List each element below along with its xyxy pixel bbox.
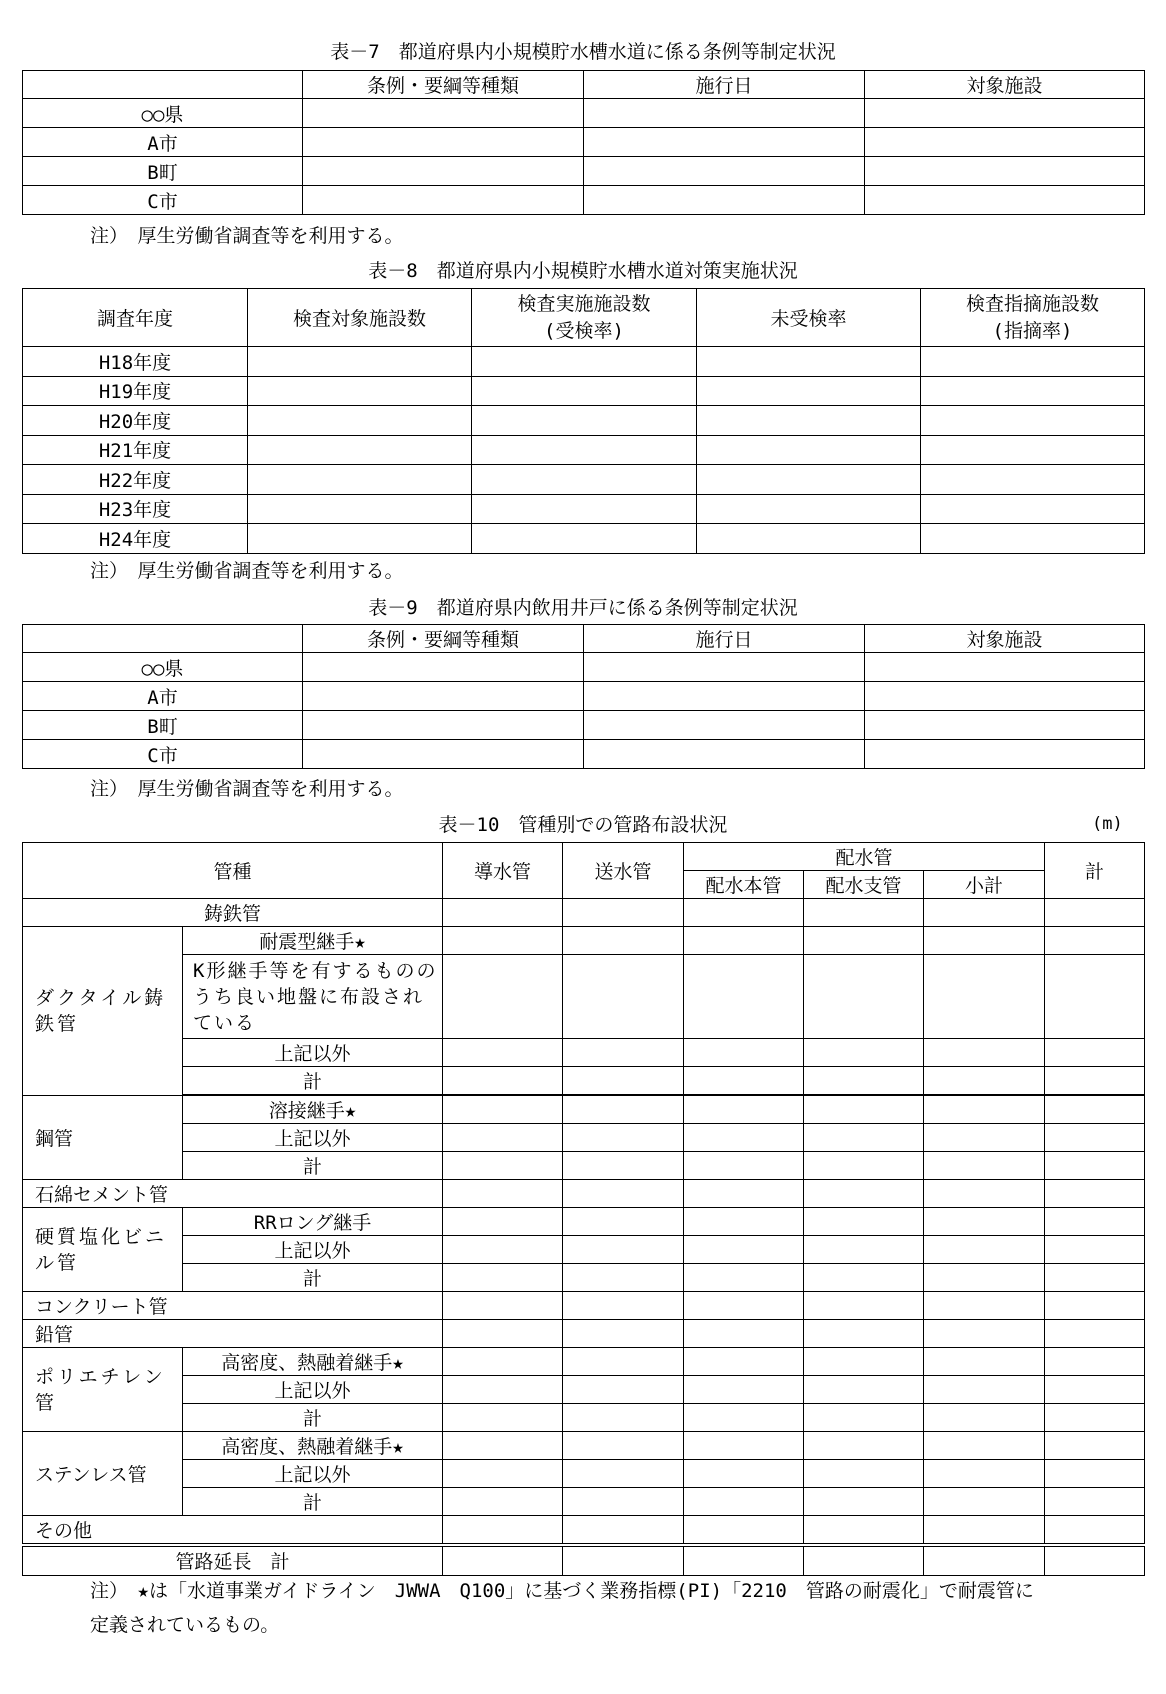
row-label-steel-total: 計 bbox=[183, 1152, 443, 1180]
table9-note: 注） 厚生労働省調査等を利用する。 bbox=[90, 778, 404, 800]
table-row bbox=[23, 1320, 1145, 1348]
row-label: ○○県 bbox=[23, 653, 303, 682]
row-label: C市 bbox=[23, 740, 303, 769]
table7-header-type: 条例・要綱等種類 bbox=[303, 71, 584, 99]
table7-header-facility: 対象施設 bbox=[865, 71, 1145, 99]
table10-header-total: 計 bbox=[1045, 843, 1145, 899]
table10-header-dist-branch: 配水支管 bbox=[804, 871, 924, 899]
table-row bbox=[23, 1292, 1145, 1320]
table-row bbox=[23, 1264, 1145, 1292]
table-row bbox=[23, 1180, 1145, 1208]
table-row bbox=[23, 347, 1145, 377]
table10-header-type: 管種 bbox=[23, 843, 443, 899]
table10 bbox=[22, 842, 1145, 1576]
row-label-asbestos: 石綿セメント管 bbox=[23, 1180, 443, 1208]
table-row bbox=[23, 1348, 1145, 1376]
row-label-ductile-total: 計 bbox=[183, 1067, 443, 1095]
row-label-concrete: コンクリート管 bbox=[23, 1292, 443, 1320]
table-row bbox=[23, 653, 1145, 682]
table8-title: 表－8 都道府県内小規模貯水槽水道対策実施状況 bbox=[368, 260, 798, 282]
table9-header-facility: 対象施設 bbox=[865, 625, 1145, 653]
table-row bbox=[23, 186, 1145, 215]
row-label-ductile-k: K形継手等を有するもののうち良い地盤に布設されている bbox=[183, 955, 443, 1039]
table9-header-type: 条例・要綱等種類 bbox=[303, 625, 584, 653]
table-row bbox=[23, 927, 1145, 955]
row-label: B町 bbox=[23, 157, 303, 186]
table-row bbox=[23, 157, 1145, 186]
table-row bbox=[23, 711, 1145, 740]
table-row bbox=[23, 1152, 1145, 1180]
table-row bbox=[23, 1039, 1145, 1067]
table-row bbox=[23, 1376, 1145, 1404]
table8-header-inspected: 検査実施施設数 (受検率) bbox=[472, 289, 697, 347]
row-label-pvc-total: 計 bbox=[183, 1264, 443, 1292]
table-row bbox=[23, 1404, 1145, 1432]
table-row bbox=[23, 406, 1145, 436]
row-label-others: その他 bbox=[23, 1516, 443, 1546]
row-label-steel-other: 上記以外 bbox=[183, 1124, 443, 1152]
table10-title: 表－10 管種別での管路布設状況 bbox=[438, 814, 728, 836]
table10-header-distribution: 配水管 bbox=[684, 843, 1045, 871]
row-label-lead: 鉛管 bbox=[23, 1320, 443, 1348]
table-row bbox=[23, 1067, 1145, 1095]
row-label-ductile-other: 上記以外 bbox=[183, 1039, 443, 1067]
row-label-pe-total: 計 bbox=[183, 1404, 443, 1432]
table-row bbox=[23, 99, 1145, 128]
table8-header-year: 調査年度 bbox=[23, 289, 248, 347]
row-group-ductile: ダクタイル鋳鉄管 bbox=[23, 927, 183, 1096]
table-row bbox=[23, 955, 1145, 1039]
table9-header-date: 施行日 bbox=[584, 625, 865, 653]
table-row bbox=[23, 376, 1145, 406]
table-row bbox=[23, 1096, 1145, 1124]
table-row bbox=[23, 128, 1145, 157]
row-label: B町 bbox=[23, 711, 303, 740]
table-row bbox=[23, 465, 1145, 495]
row-label: A市 bbox=[23, 682, 303, 711]
row-group-steel: 鋼管 bbox=[23, 1096, 183, 1180]
table-row bbox=[23, 1460, 1145, 1488]
table8-header-target: 検査対象施設数 bbox=[248, 289, 472, 347]
table10-note-line1: 注） ★は「水道事業ガイドライン JWWA Q100」に基づく業務指標(PI)「2210 管路の耐震化」で耐震管に bbox=[90, 1580, 1034, 1602]
table8-header-uninspected: 未受検率 bbox=[697, 289, 921, 347]
table-row bbox=[23, 740, 1145, 769]
table7-title: 表－7 都道府県内小規模貯水槽水道に係る条例等制定状況 bbox=[330, 41, 836, 63]
row-label: H19年度 bbox=[23, 376, 248, 406]
row-label-ss-other: 上記以外 bbox=[183, 1460, 443, 1488]
table-row bbox=[23, 899, 1145, 927]
table-row bbox=[23, 1236, 1145, 1264]
table-row bbox=[23, 1208, 1145, 1236]
table10-note-line2: 定義されているもの。 bbox=[90, 1614, 280, 1636]
row-label: C市 bbox=[23, 186, 303, 215]
row-label-pvc-rr: RRロング継手 bbox=[183, 1208, 443, 1236]
table7-header-blank bbox=[23, 71, 303, 99]
row-label: H18年度 bbox=[23, 347, 248, 377]
row-label: A市 bbox=[23, 128, 303, 157]
row-label-pe-hd: 高密度、熱融着継手★ bbox=[183, 1348, 443, 1376]
table-row bbox=[23, 1488, 1145, 1516]
row-label-steel-welded: 溶接継手★ bbox=[183, 1096, 443, 1124]
row-label-cast-iron: 鋳鉄管 bbox=[23, 899, 443, 927]
table9-header-blank bbox=[23, 625, 303, 653]
table-row bbox=[23, 494, 1145, 524]
table-row bbox=[23, 435, 1145, 465]
table-row bbox=[23, 1516, 1145, 1546]
row-label-ss-hd: 高密度、熱融着継手★ bbox=[183, 1432, 443, 1460]
row-label: ○○県 bbox=[23, 99, 303, 128]
row-group-polyethylene: ポリエチレン管 bbox=[23, 1348, 183, 1432]
table10-header-dist-main: 配水本管 bbox=[684, 871, 804, 899]
table7-note: 注） 厚生労働省調査等を利用する。 bbox=[90, 225, 404, 247]
table-row bbox=[23, 1432, 1145, 1460]
row-label: H22年度 bbox=[23, 465, 248, 495]
row-label-ductile-seismic: 耐震型継手★ bbox=[183, 927, 443, 955]
table10-header-conveyance: 導水管 bbox=[443, 843, 563, 899]
row-label: H21年度 bbox=[23, 435, 248, 465]
row-label-pe-other: 上記以外 bbox=[183, 1376, 443, 1404]
table-row bbox=[23, 1124, 1145, 1152]
row-label-ss-total: 計 bbox=[183, 1488, 443, 1516]
row-group-pvc: 硬質塩化ビニル管 bbox=[23, 1208, 183, 1292]
row-label: H20年度 bbox=[23, 406, 248, 436]
table9-title: 表－9 都道府県内飲用井戸に係る条例等制定状況 bbox=[368, 597, 798, 619]
table8 bbox=[22, 288, 1145, 554]
row-label-pvc-other: 上記以外 bbox=[183, 1236, 443, 1264]
row-label: H23年度 bbox=[23, 494, 248, 524]
row-group-stainless: ステンレス管 bbox=[23, 1432, 183, 1516]
table10-header-subtotal: 小計 bbox=[924, 871, 1045, 899]
table9 bbox=[22, 624, 1145, 769]
table-row bbox=[23, 524, 1145, 554]
table7 bbox=[22, 70, 1145, 215]
table10-unit: (m) bbox=[1092, 814, 1123, 834]
row-label: H24年度 bbox=[23, 524, 248, 554]
table7-header-date: 施行日 bbox=[584, 71, 865, 99]
table10-header-transmission: 送水管 bbox=[563, 843, 684, 899]
table-row bbox=[23, 682, 1145, 711]
table-row bbox=[23, 1545, 1145, 1575]
row-label-grand-total: 管路延長 計 bbox=[23, 1545, 443, 1575]
table8-note: 注） 厚生労働省調査等を利用する。 bbox=[90, 560, 404, 582]
table8-header-indicated: 検査指摘施設数 (指摘率) bbox=[921, 289, 1145, 347]
